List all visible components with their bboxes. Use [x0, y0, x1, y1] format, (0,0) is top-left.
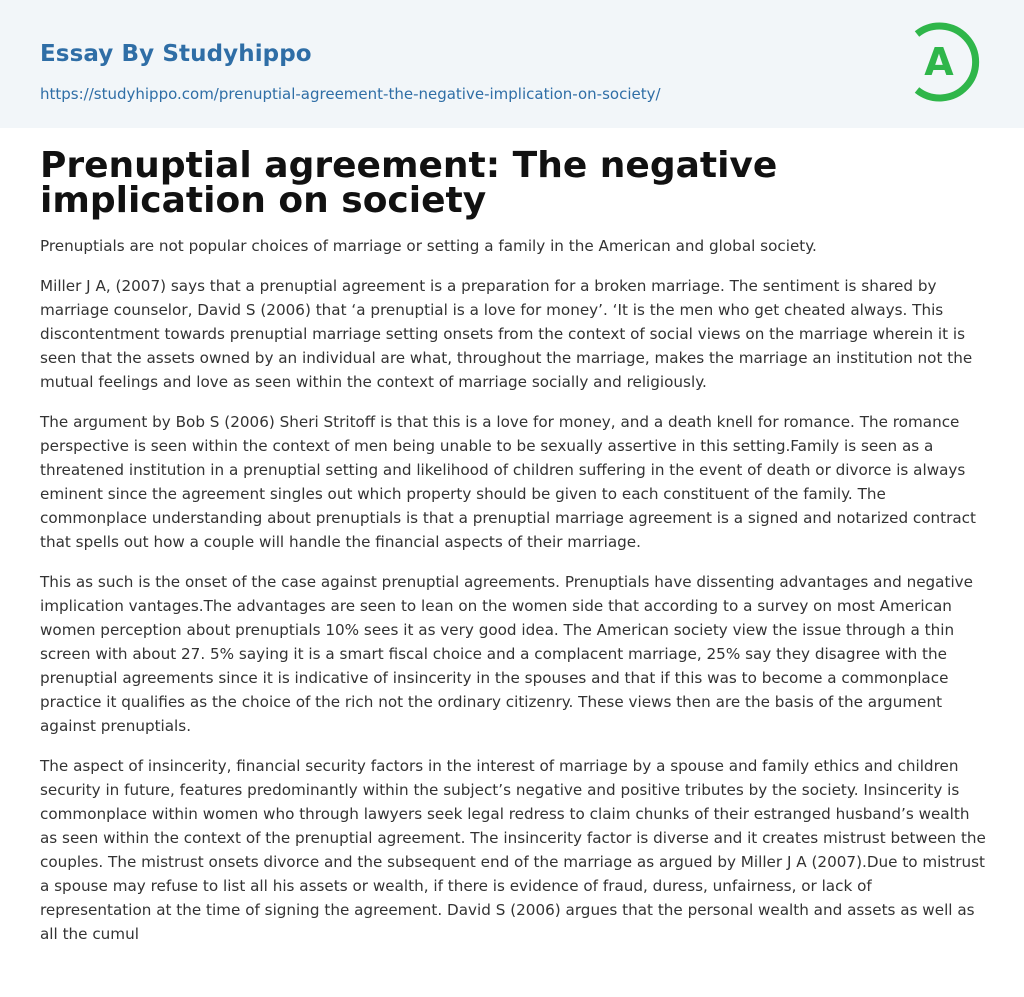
article-title: Prenuptial agreement: The negative implication on society [40, 145, 778, 221]
article-paragraph: The aspect of insincerity, financial security factors in the interest of marriage by a spouse and family ethics and children security in future, features predominantly within the subject’s negative and positive tributes by the society. Insincerity is commonplace within women who through lawyers seek legal redress to claim chunks of their estranged husband’s wealth as seen within the context of the prenuptial agreement. The insincerity factor is diverse and it creates mistrust between the couples. The mistrust onsets divorce and the subsequent end of the marriage as argued by Miller J A (2007).Due to mistrust a spouse may refuse to list all his assets or wealth, if there is evidence of fraud, duress, unfairness, or lack of representation at the time of signing the agreement. David S (2006) argues that the personal wealth and assets as well as all the cumul [40, 757, 986, 943]
article-paragraph: Prenuptials are not popular choices of marriage or setting a family in the American and global society. [40, 237, 817, 255]
article-paragraph: This as such is the onset of the case against prenuptial agreements. Prenuptials have dissenting advantages and negative implication vantages.The advantages are seen to lean on the women side that according to a survey on most American women perception about prenuptials 10% sees it as very good idea. The American society view the issue through a thin screen with about 27. 5% saying it is a smart fiscal choice and a complacent marriage, 25% say they disagree with the prenuptial agreements since it is indicative of insincerity in the spouses and that if this was to become a commonplace practice it qualifies as the choice of the rich not the ordinary citizenry. These views then are the basis of the argument against prenuptials. [40, 573, 973, 735]
logo-letter: A [924, 40, 954, 84]
studyhippo-logo-icon[interactable] [909, 18, 989, 106]
site-header [0, 0, 1024, 128]
article-paragraph: The argument by Bob S (2006) Sheri Stritoff is that this is a love for money, and a death knell for romance. The romance perspective is seen within the context of men being unable to be sexually assertive in this setting.Family is seen as a threatened institution in a prenuptial setting and likelihood of children suffering in the event of death or divorce is always eminent since the agreement singles out which property should be given to each constituent of the family. The commonplace understanding about prenuptials is that a prenuptial marriage agreement is a signed and notarized contract that spells out how a couple will handle the financial aspects of their marriage. [40, 413, 976, 551]
article-paragraph: Miller J A, (2007) says that a prenuptial agreement is a preparation for a broken marriage. The sentiment is shared by marriage counselor, David S (2006) that ‘a prenuptial is a love for money’. ‘It is the men who get cheated always. This discontentment towards prenuptial marriage setting onsets from the context of social views on the marriage wherein it is seen that the assets owned by an individual are what, throughout the marriage, makes the marriage an institution not the mutual feelings and love as seen within the context of marriage socially and religiously. [40, 277, 973, 391]
article-content [40, 145, 986, 962]
site-brand[interactable]: Essay By Studyhippo [40, 41, 312, 67]
article-url-link[interactable]: https://studyhippo.com/prenuptial-agreement-the-negative-implication-on-society/ [40, 85, 661, 103]
